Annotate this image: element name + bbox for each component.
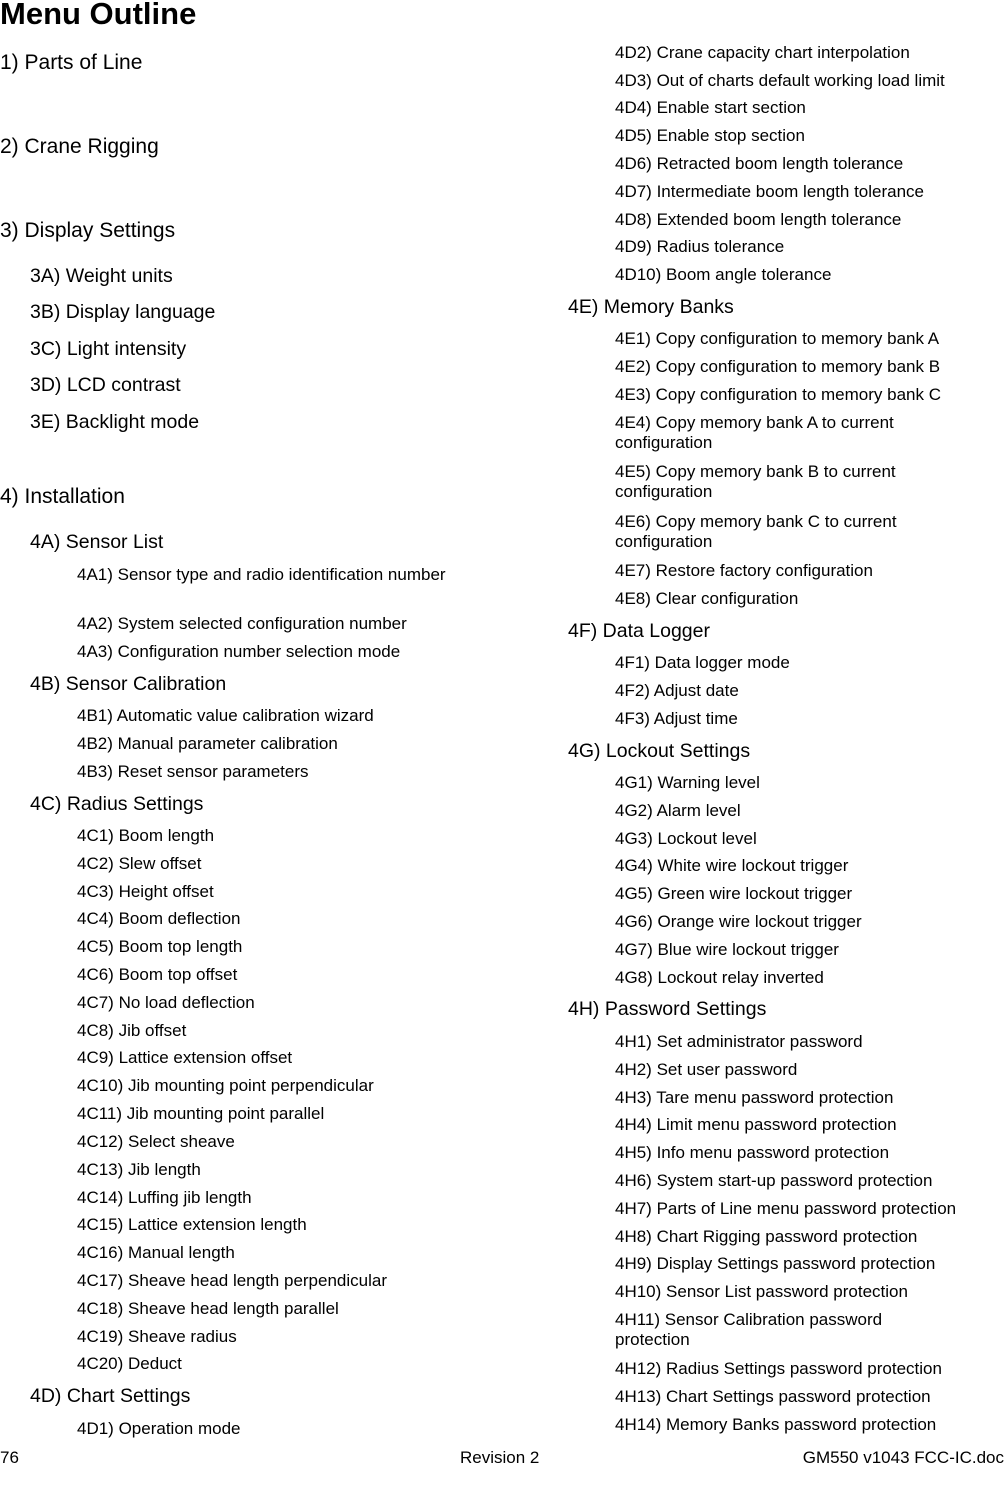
menu-item: 4D8) Extended boom length tolerance	[615, 210, 902, 229]
menu-item: 4H4) Limit menu password protection	[615, 1115, 897, 1134]
menu-item: 4B2) Manual parameter calibration	[77, 734, 338, 753]
menu-item: 4C17) Sheave head length perpendicular	[77, 1271, 388, 1290]
menu-item: 4C20) Deduct	[77, 1354, 182, 1373]
menu-display-settings: 3) Display Settings	[0, 219, 176, 242]
menu-item: 4H7) Parts of Line menu password protection	[615, 1199, 957, 1218]
submenu-chart-settings: 4D) Chart Settings	[30, 1385, 191, 1407]
menu-item: 4G3) Lockout level	[615, 829, 757, 848]
menu-item: 3A) Weight units	[30, 265, 173, 287]
menu-item: 4C18) Sheave head length parallel	[77, 1299, 339, 1318]
menu-item: 4C9) Lattice extension offset	[77, 1048, 293, 1067]
menu-item: 4D3) Out of charts default working load limit	[615, 71, 945, 90]
page-title: Menu Outline	[0, 0, 197, 31]
menu-item: 4C11) Jib mounting point parallel	[77, 1104, 325, 1123]
submenu-sensor-list: 4A) Sensor List	[30, 531, 164, 553]
menu-item: 4G6) Orange wire lockout trigger	[615, 912, 862, 931]
menu-item: 4H10) Sensor List password protection	[615, 1282, 908, 1301]
menu-item: 4D5) Enable stop section	[615, 126, 805, 145]
menu-item: 4H12) Radius Settings password protection	[615, 1359, 942, 1378]
menu-item: 4H3) Tare menu password protection	[615, 1088, 894, 1107]
menu-item: 4C10) Jib mounting point perpendicular	[77, 1076, 374, 1095]
footer-page-number: 76	[0, 1448, 19, 1467]
menu-item: 4H5) Info menu password protection	[615, 1143, 890, 1162]
menu-item: 4A1) Sensor type and radio identification number	[77, 565, 446, 584]
menu-item: 4C6) Boom top offset	[77, 965, 238, 984]
submenu-data-logger: 4F) Data Logger	[568, 620, 710, 642]
menu-item: 4B1) Automatic value calibration wizard	[77, 706, 374, 725]
menu-item: 4E7) Restore factory configuration	[615, 561, 873, 580]
menu-item: 4H14) Memory Banks password protection	[615, 1415, 937, 1434]
menu-item: 4C14) Luffing jib length	[77, 1188, 252, 1207]
menu-item: 3D) LCD contrast	[30, 374, 181, 396]
menu-item: 4C13) Jib length	[77, 1160, 201, 1179]
menu-item: 4C12) Select sheave	[77, 1132, 235, 1151]
menu-item: 4H8) Chart Rigging password protection	[615, 1227, 918, 1246]
menu-item: 4G1) Warning level	[615, 773, 760, 792]
menu-item: 3E) Backlight mode	[30, 411, 200, 433]
menu-item: 4D9) Radius tolerance	[615, 237, 785, 256]
menu-item: 4H9) Display Settings password protection	[615, 1254, 936, 1273]
menu-item: 4E5) Copy memory bank B to current configuration	[615, 462, 896, 501]
menu-item: 4C5) Boom top length	[77, 937, 243, 956]
menu-item: 4F1) Data logger mode	[615, 653, 790, 672]
menu-item: 4E3) Copy configuration to memory bank C	[615, 385, 941, 404]
menu-installation: 4) Installation	[0, 485, 125, 508]
menu-item: 4C2) Slew offset	[77, 854, 202, 873]
menu-parts-of-line: 1) Parts of Line	[0, 51, 143, 74]
menu-item: 4H6) System start-up password protection	[615, 1171, 933, 1190]
menu-item: 4G2) Alarm level	[615, 801, 741, 820]
menu-item: 4C15) Lattice extension length	[77, 1215, 307, 1234]
menu-item: 4E2) Copy configuration to memory bank B	[615, 357, 941, 376]
menu-item: 4F2) Adjust date	[615, 681, 739, 700]
menu-item: 4E6) Copy memory bank C to current configuration	[615, 512, 897, 551]
menu-item: 4A3) Configuration number selection mode	[77, 642, 401, 661]
submenu-password-settings: 4H) Password Settings	[568, 998, 767, 1020]
menu-item: 4G8) Lockout relay inverted	[615, 968, 824, 987]
menu-item: 4C1) Boom length	[77, 826, 215, 845]
menu-item: 4E4) Copy memory bank A to current configuration	[615, 413, 894, 452]
menu-item: 4C19) Sheave radius	[77, 1327, 237, 1346]
footer-document-name: GM550 v1043 FCC-IC.doc	[802, 1448, 1004, 1467]
menu-item: 3C) Light intensity	[30, 338, 187, 360]
menu-item: 4H2) Set user password	[615, 1060, 798, 1079]
menu-item: 4G4) White wire lockout trigger	[615, 856, 849, 875]
menu-item: 4H1) Set administrator password	[615, 1032, 863, 1051]
menu-item: 4E1) Copy configuration to memory bank A	[615, 329, 940, 348]
menu-item: 4C4) Boom deflection	[77, 909, 241, 928]
menu-item: 4A2) System selected configuration number	[77, 614, 407, 633]
menu-item: 4H11) Sensor Calibration password protection	[615, 1310, 883, 1349]
menu-item: 4D4) Enable start section	[615, 98, 806, 117]
menu-item: 4C7) No load deflection	[77, 993, 255, 1012]
menu-item: 4H13) Chart Settings password protection	[615, 1387, 931, 1406]
menu-item: 4D2) Crane capacity chart interpolation	[615, 43, 910, 62]
menu-crane-rigging: 2) Crane Rigging	[0, 135, 159, 158]
menu-item: 4C16) Manual length	[77, 1243, 235, 1262]
menu-item: 4F3) Adjust time	[615, 709, 738, 728]
menu-item: 4D6) Retracted boom length tolerance	[615, 154, 904, 173]
menu-item: 4D7) Intermediate boom length tolerance	[615, 182, 925, 201]
submenu-lockout-settings: 4G) Lockout Settings	[568, 740, 751, 762]
menu-item: 4C8) Jib offset	[77, 1021, 187, 1040]
menu-item: 4G5) Green wire lockout trigger	[615, 884, 853, 903]
menu-item: 4C3) Height offset	[77, 882, 214, 901]
menu-item: 4E8) Clear configuration	[615, 589, 799, 608]
menu-item: 4B3) Reset sensor parameters	[77, 762, 309, 781]
menu-item: 3B) Display language	[30, 301, 216, 323]
submenu-memory-banks: 4E) Memory Banks	[568, 296, 734, 318]
submenu-sensor-calibration: 4B) Sensor Calibration	[30, 673, 227, 695]
footer-revision: Revision 2	[460, 1448, 540, 1467]
submenu-radius-settings: 4C) Radius Settings	[30, 793, 204, 815]
menu-item: 4D10) Boom angle tolerance	[615, 265, 832, 284]
menu-item: 4D1) Operation mode	[77, 1419, 241, 1438]
menu-item: 4G7) Blue wire lockout trigger	[615, 940, 839, 959]
